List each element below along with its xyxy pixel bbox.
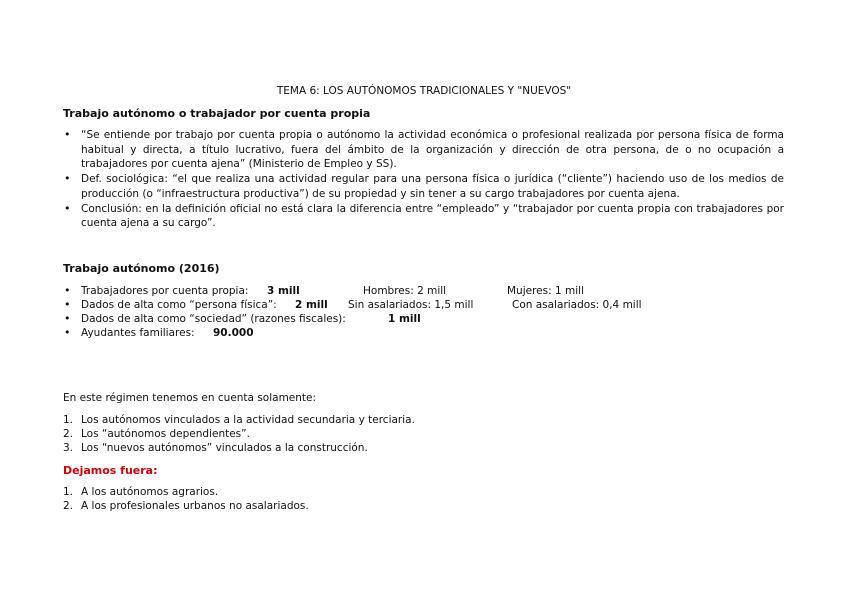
section4-heading: Dejamos fuera: [63,464,158,477]
list-item: 3. Los “nuevos autónomos” vinculados a la construcción. [63,441,368,454]
section2-stats-list [63,284,784,340]
stat-col2: Sin asalariados: 1,5 mill [348,299,474,311]
stat-col2: Hombres: 2 mill [363,285,447,297]
page-title: TEMA 6: LOS AUTÓNOMOS TRADICIONALES Y "NUEVOS" [276,85,572,97]
bullet-icon: • [64,298,71,311]
section1-bullet-list [63,128,784,231]
stat-row [63,312,784,326]
stat-row [63,284,784,298]
list-item: • Def. sociológica: “el que realiza una actividad regular para una persona física o jurídica (“cliente”) haciendo uso de los medios de producción (o “infraestructura productiva”) de su propiedad y sin tener a su cargo trabajadores por cuenta ajena. [64,172,784,200]
bullet-icon: • [64,201,71,215]
list-item: 2. Los “autónomos dependientes”. [63,427,250,440]
stat-row [63,298,784,312]
list-item: 1. A los autónomos agrarios. [63,486,219,498]
list-item: • Conclusión: en la definición oficial no está clara la diferencia entre “empleado” y “trabajador por cuenta propia con trabajadores por cuenta ajena a su cargo”. [64,201,784,230]
section3-numbered-list [63,414,415,455]
bullet-icon: • [64,128,71,141]
list-item: 1. Los autónomos vinculados a la actividad secundaria y terciaria. [63,414,415,426]
stat-label: Dados de alta como “persona física”: [81,299,277,311]
bullet-icon: • [64,284,71,297]
stat-row [63,326,784,340]
bullet-icon: • [64,172,71,186]
stat-label: Ayudantes familiares: [81,327,195,339]
stat-value: 2 mill [295,299,328,311]
bullet-icon: • [64,312,71,325]
stat-value: 90.000 [213,327,254,339]
stat-value: 3 mill [267,285,300,297]
section1-heading: Trabajo autónomo o trabajador por cuenta propia [63,107,371,120]
list-item: 2. A los profesionales urbanos no asalariados. [63,499,309,512]
stat-value: 1 mill [388,313,421,325]
section3-intro: En este régimen tenemos en cuenta solamente: [63,392,317,404]
stat-label: Dados de alta como “sociedad” (razones fiscales): [81,313,346,325]
section4-numbered-list [63,486,309,514]
stat-col3: Con asalariados: 0,4 mill [512,299,642,311]
bullet-icon: • [64,326,71,339]
stat-col3: Mujeres: 1 mill [507,285,584,297]
stat-label: Trabajadores por cuenta propia: [81,285,249,297]
section2-heading: Trabajo autónomo (2016) [63,262,220,275]
list-item: • “Se entiende por trabajo por cuenta propia o autónomo la actividad económica o profesional realizada por persona física de forma habitual y directa, a título lucrativo, fuera del ámbito de la organización y dirección de otra persona, de o no ocupación a trabajadores por cuenta ajena” (Ministerio de Empleo y SS). [64,128,784,171]
